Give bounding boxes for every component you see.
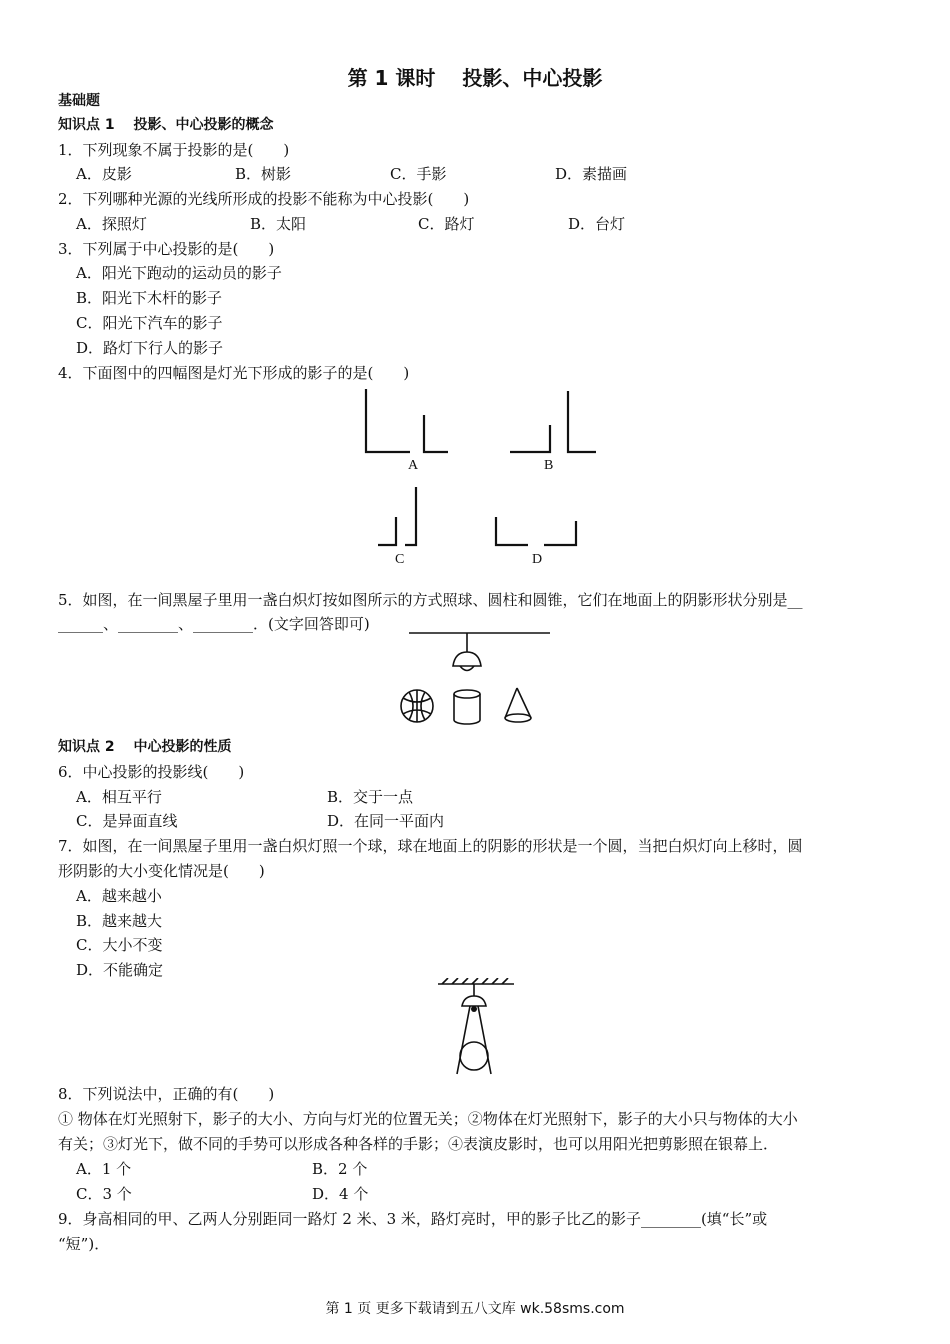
question-7-line-1: 7．如图，在一间黑屋子里用一盏白炽灯照一个球，球在地面上的阴影的形状是一个圆，当把白炽灯向上移时，圆 — [58, 837, 803, 855]
figure-b-tall-pole — [568, 391, 596, 452]
knowledge-point-2-heading: 知识点 2 中心投影的性质 — [58, 739, 232, 755]
figure-c-tall-pole — [405, 487, 416, 545]
figure-b-short-pole — [510, 425, 550, 452]
question-3-option-b: B．阳光下木杆的影子 — [76, 289, 223, 307]
question-5-line-2: ______、________、________．(文字回答即可) — [58, 615, 370, 633]
question-7-option-d: D．不能确定 — [76, 961, 164, 979]
question-6-option-d: D．在同一平面内 — [327, 812, 445, 830]
section-heading-basic: 基础题 — [58, 93, 100, 109]
figure-d-right-pole — [544, 521, 576, 545]
bulb-icon — [471, 1006, 477, 1012]
figure-a-pole-and-shadow — [366, 389, 410, 452]
question-6-option-c: C．是异面直线 — [76, 812, 178, 830]
question-4-stem: 4．下面图中的四幅图是灯光下形成的影子的是( ) — [58, 364, 410, 382]
question-8-option-a: A．1 个 — [76, 1160, 132, 1178]
question-3-option-d: D．路灯下行人的影子 — [76, 339, 224, 357]
question-2-option-b: B．太阳 — [250, 215, 307, 233]
question-1-option-b: B．树影 — [235, 165, 292, 183]
question-9-line-1: 9．身高相同的甲、乙两人分别距同一路灯 2 米、3 米，路灯亮时，甲的影子比乙的影子________(填“长”或 — [58, 1210, 768, 1228]
cone-base — [505, 714, 531, 722]
question-4-shadow-figures — [350, 385, 610, 570]
question-9-line-2: “短”)． — [58, 1235, 110, 1253]
ball-seams — [403, 690, 431, 722]
question-2-option-c: C．路灯 — [418, 215, 475, 233]
figure-b-label: B — [544, 458, 554, 473]
figure-d-label: D — [532, 552, 543, 567]
question-6-stem: 6．中心投影的投影线( ) — [58, 763, 245, 781]
ball-icon — [460, 1042, 488, 1070]
question-2-option-a: A．探照灯 — [76, 215, 147, 233]
question-1-option-d: D．素描画 — [555, 165, 628, 183]
figure-d-left-pole — [496, 517, 528, 545]
question-7-lamp-ball-figure — [432, 978, 522, 1078]
question-7-option-c: C．大小不变 — [76, 936, 163, 954]
question-8-option-d: D．4 个 — [312, 1185, 369, 1203]
question-8-line-1: ① 物体在灯光照射下，影子的大小、方向与灯光的位置无关；②物体在灯光照射下，影子的大小只与物体的大小 — [58, 1110, 798, 1128]
question-8-option-c: C．3 个 — [76, 1185, 132, 1203]
question-3-option-c: C．阳光下汽车的影子 — [76, 314, 223, 332]
question-8-line-2: 有关；③灯光下，做不同的手势可以形成各种各样的手影；④表演皮影时，也可以用阳光把剪影照在银幕上． — [58, 1135, 779, 1153]
question-2-stem: 2．下列哪种光源的光线所形成的投影不能称为中心投影( ) — [58, 190, 470, 208]
lamp-shade — [453, 652, 481, 666]
knowledge-point-1-heading: 知识点 1 投影、中心投影的概念 — [58, 117, 274, 133]
question-1-option-a: A．皮影 — [76, 165, 132, 183]
question-5-lamp-figure — [395, 628, 555, 728]
page-title: 第 1 课时 投影、中心投影 — [347, 66, 603, 90]
question-1-option-c: C．手影 — [390, 165, 447, 183]
question-7-option-a: A．越来越小 — [76, 887, 162, 905]
question-7-line-2: 形阴影的大小变化情况是( ) — [58, 862, 265, 880]
question-3-option-a: A．阳光下跑动的运动员的影子 — [76, 264, 282, 282]
question-3-stem: 3．下列属于中心投影的是( ) — [58, 240, 275, 258]
figure-a-label: A — [408, 458, 419, 473]
figure-c-short-pole — [378, 517, 396, 545]
question-6-option-a: A．相互平行 — [76, 788, 162, 806]
ceiling-hatching — [442, 978, 508, 984]
question-8-option-b: B．2 个 — [312, 1160, 368, 1178]
page-footer: 第 1 页 更多下载请到五八文库 wk.58sms.com — [325, 1301, 625, 1317]
cylinder-top — [454, 690, 480, 698]
figure-a-short-pole — [424, 415, 448, 452]
figure-c-label: C — [395, 552, 405, 567]
question-7-option-b: B．越来越大 — [76, 912, 163, 930]
question-1-stem: 1．下列现象不属于投影的是( ) — [58, 141, 290, 159]
question-6-option-b: B．交于一点 — [327, 788, 414, 806]
question-5-line-1: 5．如图，在一间黑屋子里用一盏白炽灯按如图所示的方式照球、圆柱和圆锥，它们在地面上的阴影形状分别是__ — [58, 591, 803, 609]
question-8-stem: 8．下列说法中，正确的有( ) — [58, 1085, 275, 1103]
question-2-option-d: D．台灯 — [568, 215, 626, 233]
lamp-shade — [462, 996, 486, 1006]
